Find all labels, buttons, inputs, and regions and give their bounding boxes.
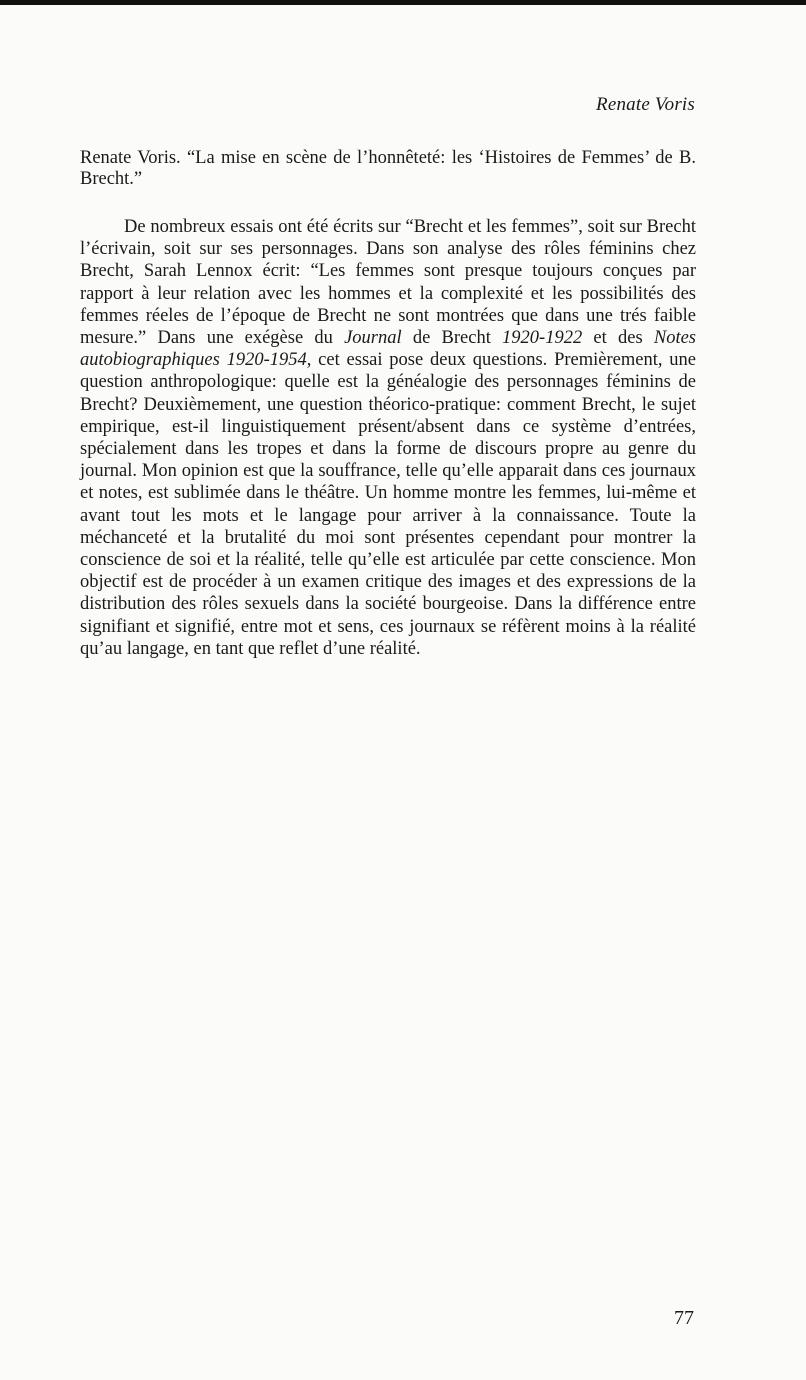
- journal-title: Journal: [344, 328, 402, 349]
- abstract: [80, 216, 696, 660]
- abstract-paragraph: [80, 216, 696, 660]
- citation: Renate Voris. “La mise en scène de l’honnêteté: les ‘Histoires de Femmes’ de B. Brecht.”: [80, 148, 696, 189]
- top-border: [0, 0, 806, 5]
- running-head: Renate Voris: [596, 94, 695, 115]
- page-number: 77: [674, 1307, 694, 1329]
- journal-years: 1920-1922: [502, 328, 583, 349]
- abstract-text-2: de Brecht: [401, 328, 503, 349]
- abstract-text-3: et des: [582, 328, 654, 349]
- abstract-text-1: De nombreux essais ont été écrits sur “Brecht et les femmes”, soit sur Brecht l’écrivain, soit sur ses personnages. Dans son analyse des rôles féminins chez Brecht, Sarah Lennox écrit: “Les femmes sont presque toujours conçues par rapport à leur relation avec les hommes et la complexité et les possibilités des femmes réeles de l’époque de Brecht ne sont montrées que dans une trés faible mesure.” Dans une exégèse du: [80, 217, 696, 349]
- notes-title: Notes autobiographiques 1920-1954: [80, 328, 696, 371]
- abstract-text-4: , cet essai pose deux questions. Premièrement, une question anthropologique: quelle est la généalogie des personnages féminins de Brecht? Deuxièmement, une question théorico-pratique: comment Brecht, le sujet empirique, est-il linguistiquement présent/absent dans ce système d’entrées, spécialement dans les tropes et dans la forme de discours propre au genre du journal. Mon opinion est que la souffrance, telle qu’elle apparait dans ces journaux et notes, est sublimée dans le théâtre. Un homme montre les femmes, lui-même et avant tout les mots et le langage pour arriver à la connaissance. Toute la méchanceté et la brutalité du moi sont présentes cependant pour montrer la conscience de soi et la réalité, telle qu’elle est articulée par cette conscience. Mon objectif est de procéder à un examen critique des images et des expressions de la distribution des rôles sexuels dans la société bourgeoise. Dans la différence entre signifiant et signifié, entre mot et sens, ces journaux se réfèrent moins à la réalité qu’au langage, en tant que reflet d’une réalité.: [80, 350, 696, 659]
